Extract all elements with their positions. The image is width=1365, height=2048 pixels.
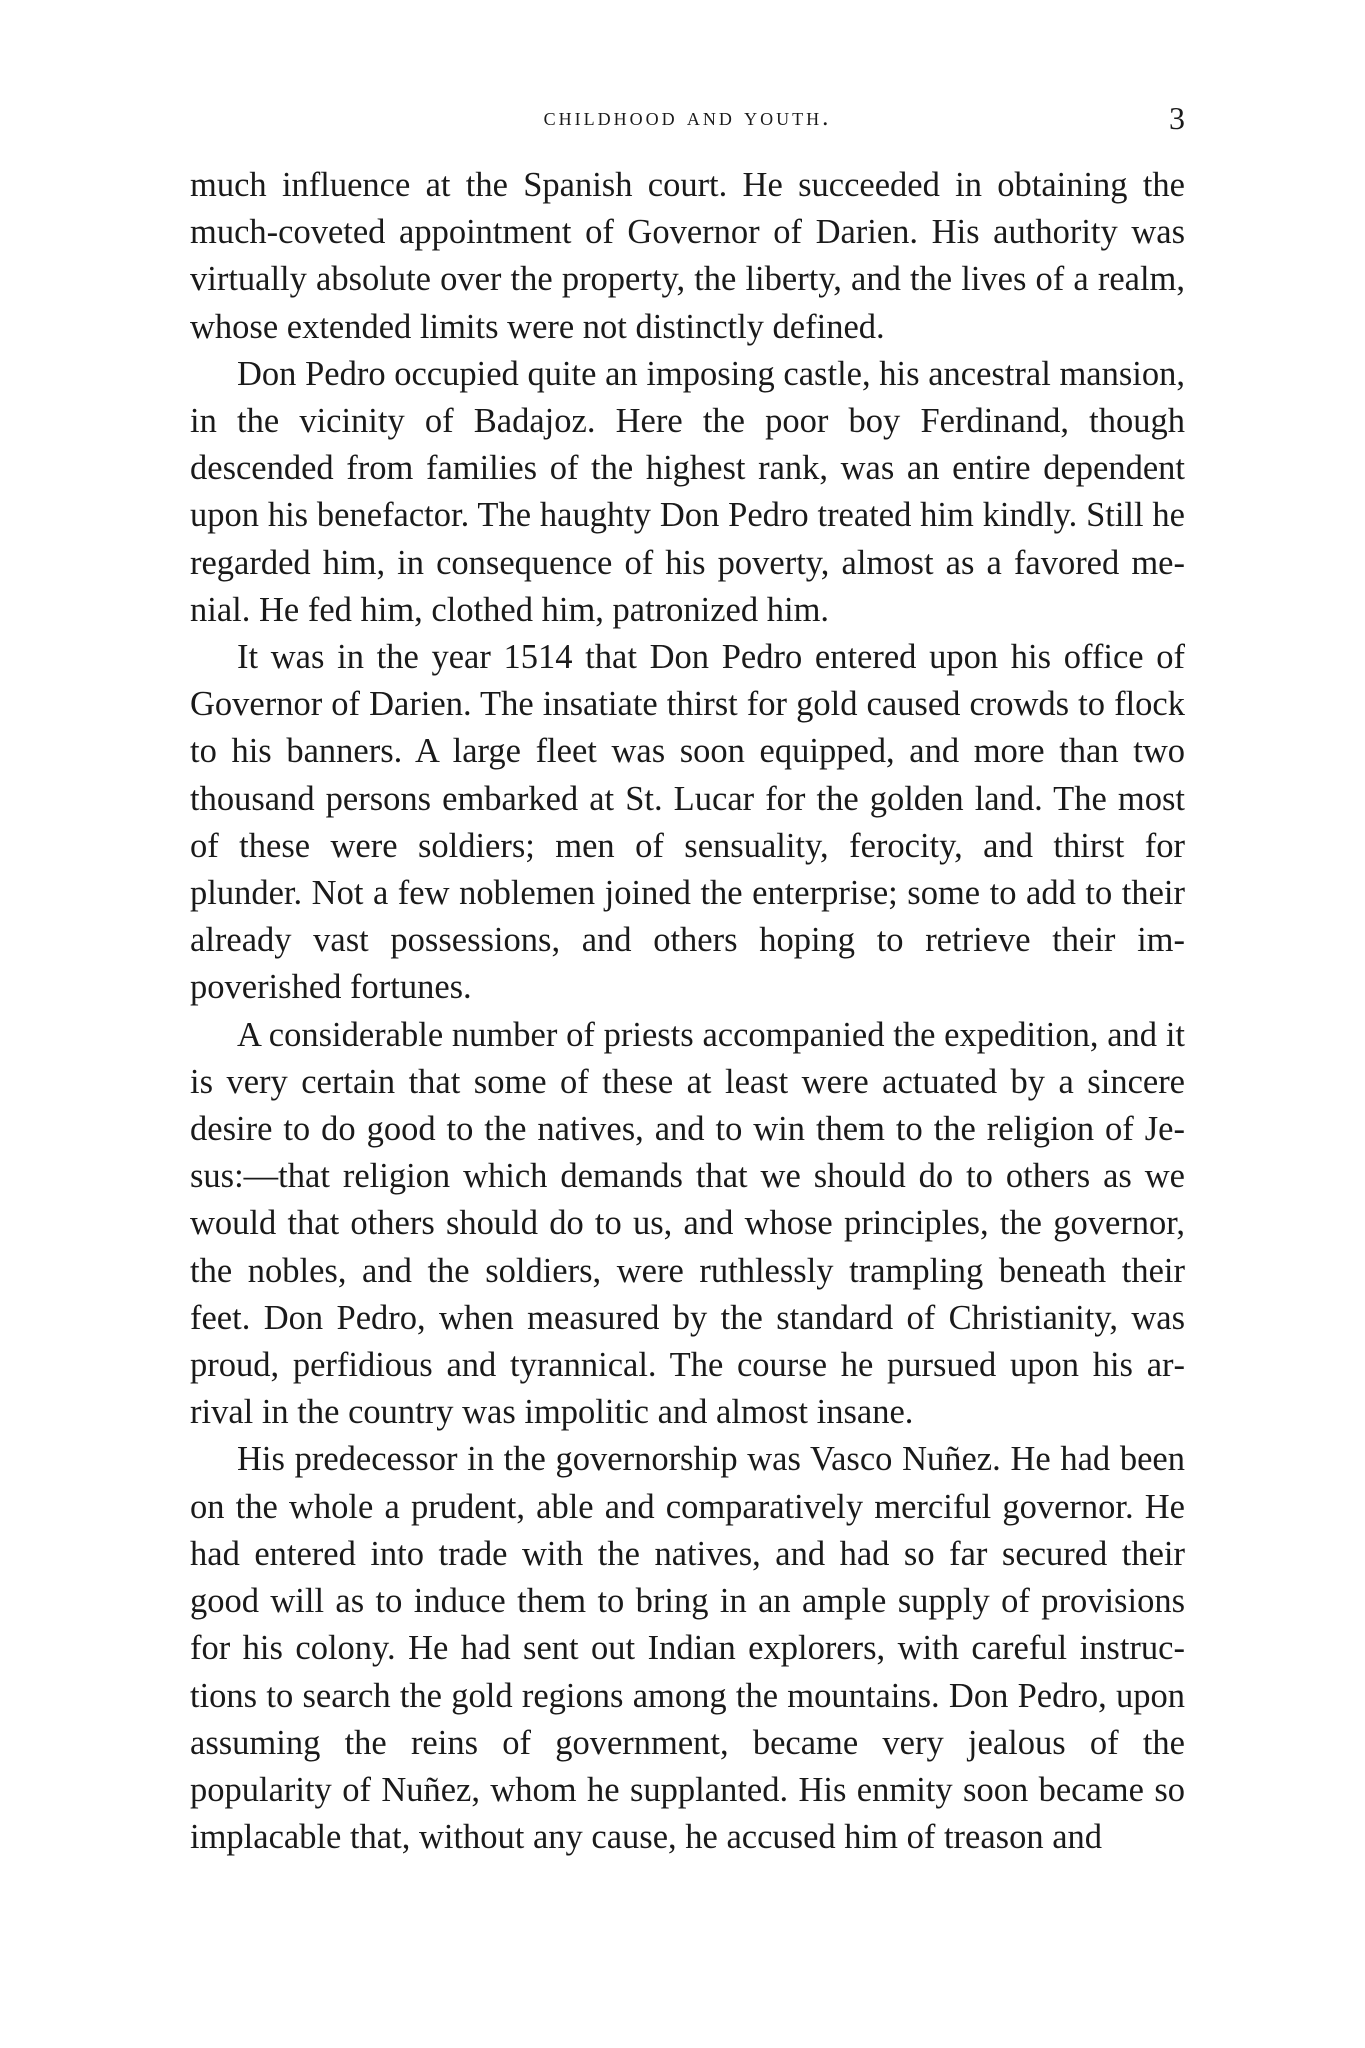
paragraph-1: much influence at the Spanish court. He succeeded in obtaining the much-coveted appointment of Governor of Darien. His authority was virtually absolute over the property, the liberty, and the lives of a realm, whose extended limits were not distinctly defined. (190, 166, 1185, 346)
body-text (190, 162, 1185, 1861)
paragraph-3: It was in the year 1514 that Don Pedro entered upon his office of Governor of Darien. The insatiate thirst for gold caused crowds to flock to his banners. A large fleet was soon equipped, and more than two thousand persons embarked at St. Lucar for the golden land. The most of these were soldiers; men of sensuality, ferocity, and thirst for plunder. Not a few noblemen joined the enterprise; some to add to their already vast possessions, and others hoping to retrieve their impoverished fortunes. (190, 638, 1185, 1007)
paragraph-4: A considerable number of priests accompanied the expedition, and it is very certain that some of these at least were actuated by a sincere desire to do good to the natives, and to win them to the religion of Jesus:—that religion which demands that we should do to others as we would that others should do to us, and whose principles, the governor, the nobles, and the soldiers, were ruthlessly trampling beneath their feet. Don Pedro, when measured by the standard of Christianity, was proud, perfidious and tyrannical. The course he pursued upon his arrival in the country was impolitic and almost insane. (190, 1015, 1185, 1432)
paragraph-5: His predecessor in the governorship was Vasco Nuñez. He had been on the whole a prudent, able and comparatively merciful governor. He had entered into trade with the natives, and had so far secured their good will as to induce them to bring in an ample supply of provisions for his colony. He had sent out Indian explorers, with careful instructions to search the gold regions among the mountains. Don Pedro, upon assuming the reins of government, became very jealous of the popularity of Nuñez, whom he supplanted. His enmity soon became so implacable that, without any cause, he accused him of treason and (190, 1440, 1185, 1857)
paragraph-2: Don Pedro occupied quite an imposing castle, his ancestral mansion, in the vicinity of Badajoz. Here the poor boy Ferdinand, though descended from families of the highest rank, was an entire dependent upon his benefactor. The haughty Don Pedro treated him kindly. Still he regarded him, in consequence of his poverty, almost as a favored menial. He fed him, clothed him, patronized him. (190, 354, 1185, 629)
page-number: 3 (1169, 100, 1185, 136)
running-title: childhood and youth. (543, 104, 832, 131)
running-head (190, 98, 1185, 138)
